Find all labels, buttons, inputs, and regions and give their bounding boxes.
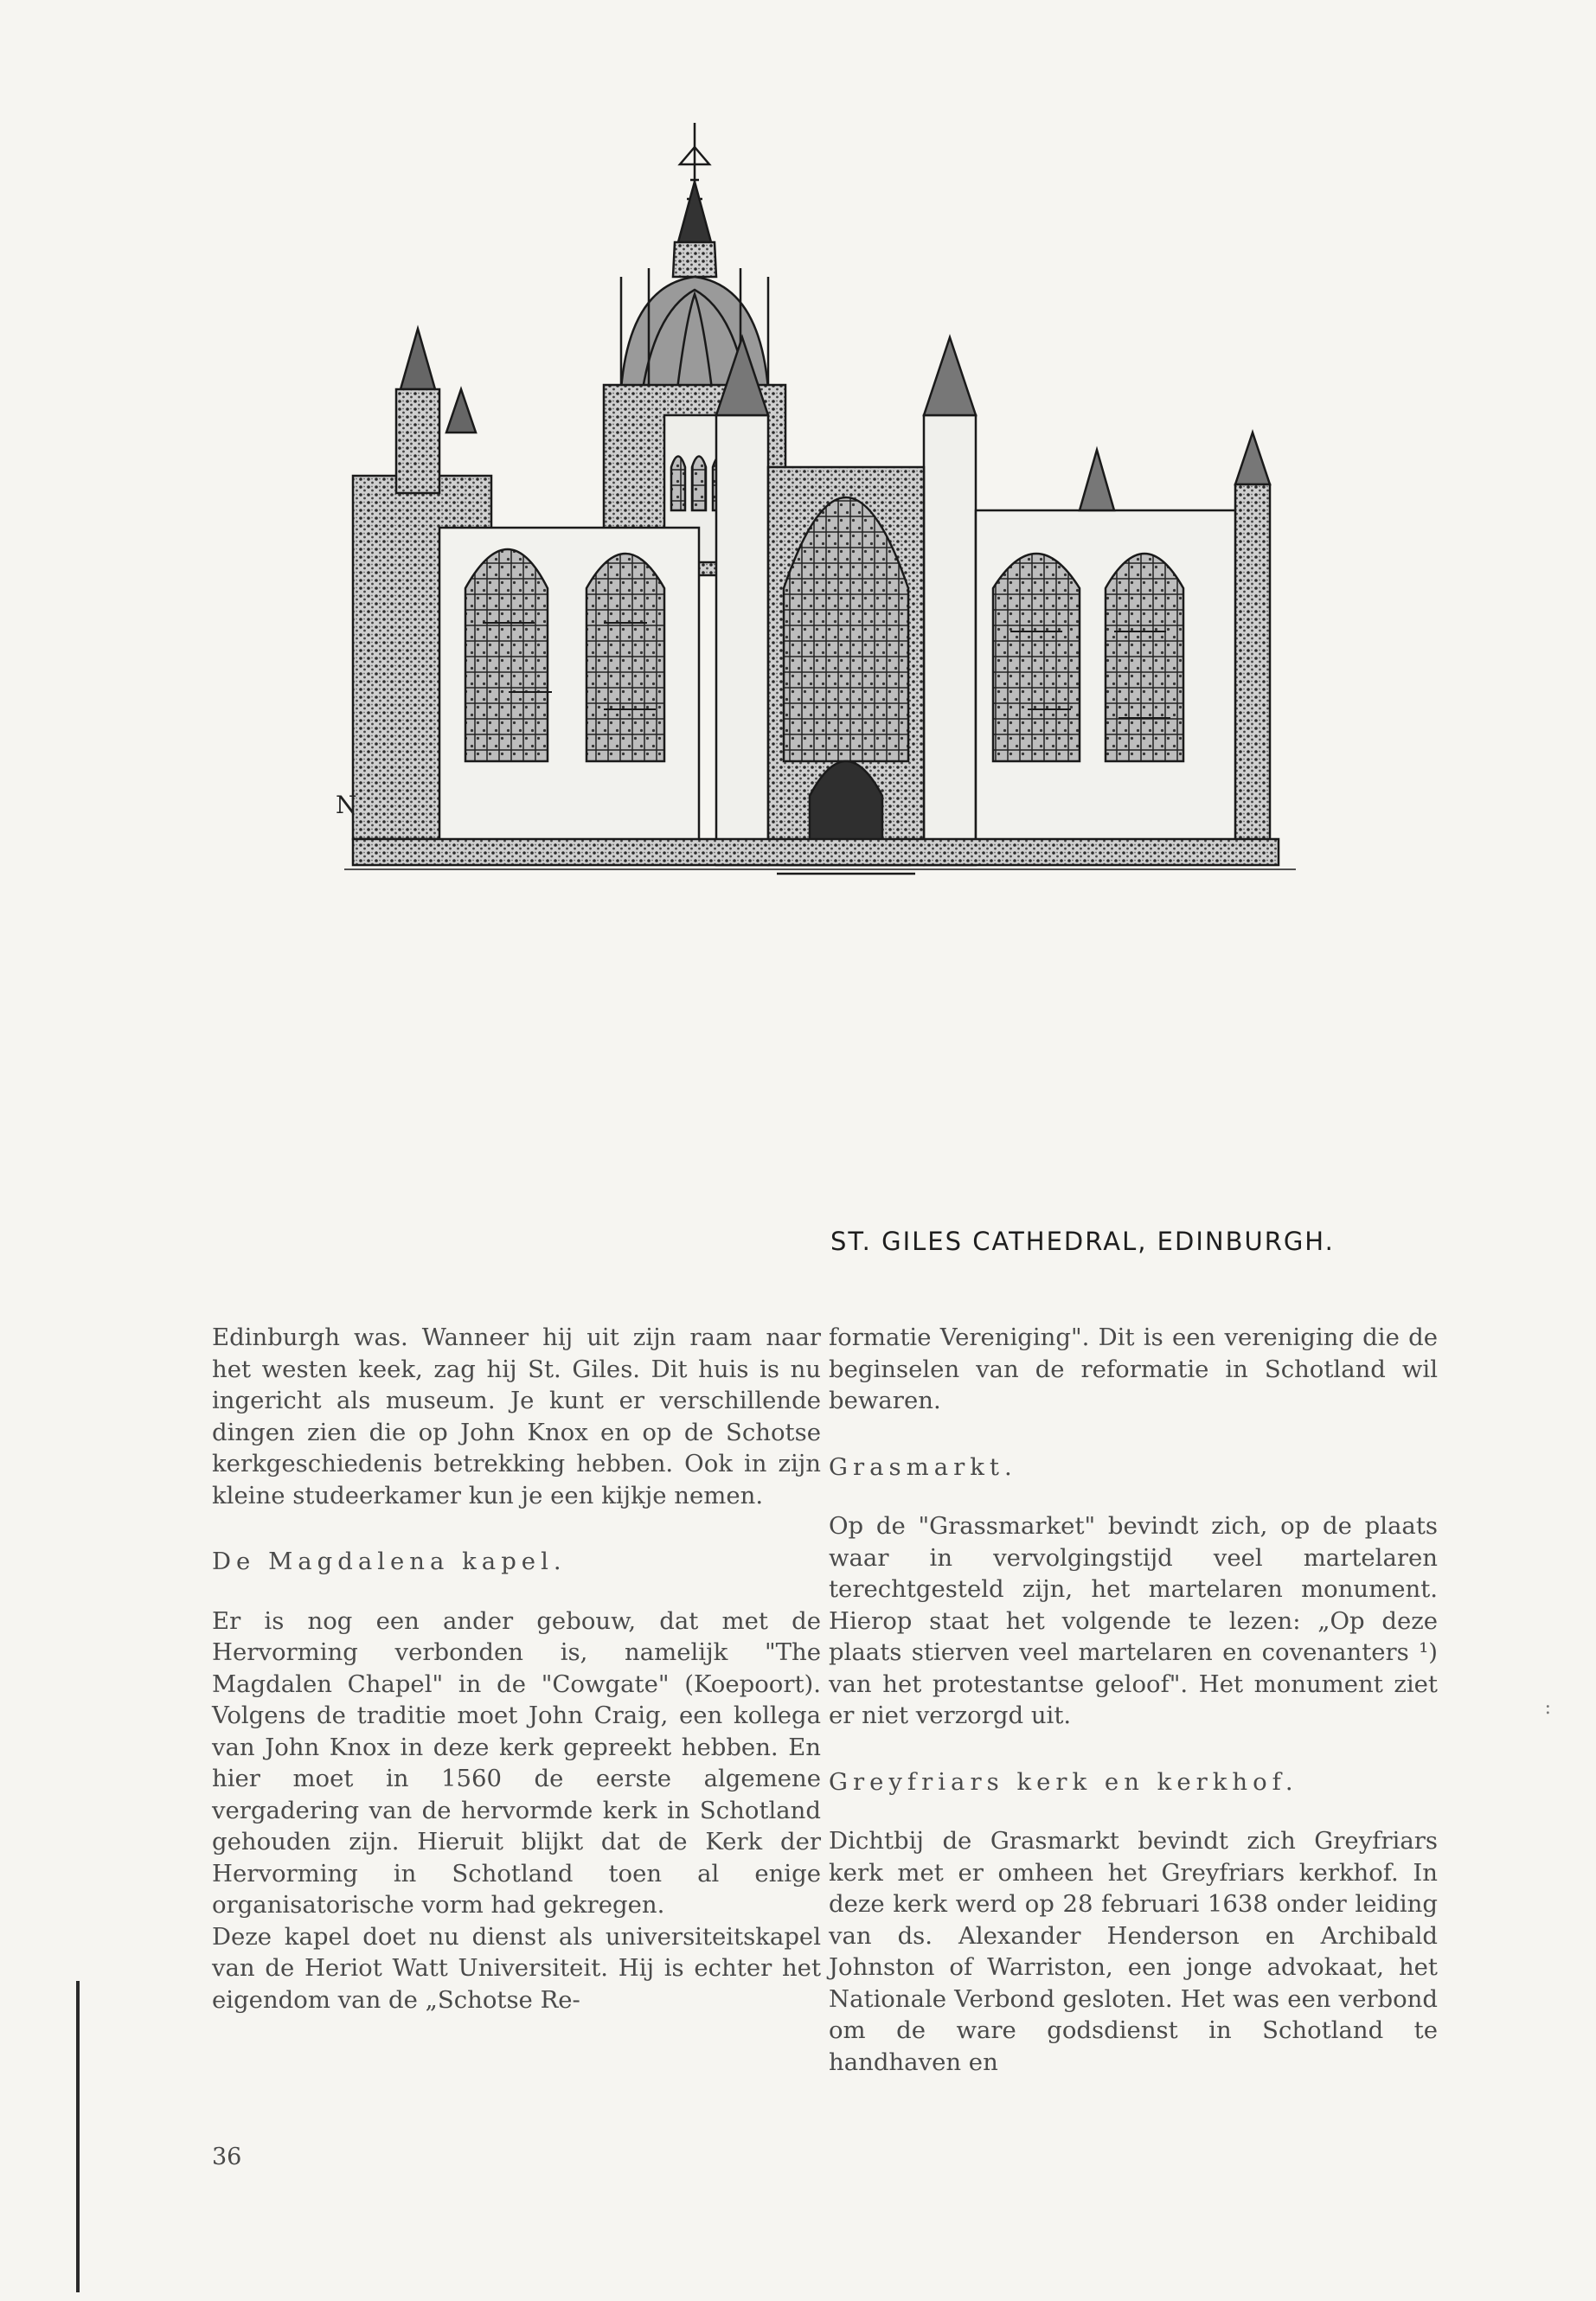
page-number: 36 xyxy=(212,2144,242,2170)
artist-mark: N xyxy=(336,791,357,819)
right-column xyxy=(829,1322,1438,2078)
paragraph: Er is nog een ander gebouw, dat met de Hervorming verbonden is, namelijk "The Magdalen Chapel" in de "Cowgate" (Koepoort). Volgens de traditie moet John Craig, een kollega van John Knox in deze kerk gepreekt hebben. En hier moet in 1560 de eerste algemene vergadering van de hervormde kerk in Schotland gehouden zijn. Hieruit blijkt dat de Kerk der Hervorming in Schotland toen al enige organisatorische vorm had gekregen. xyxy=(212,1606,821,1919)
section-heading: Greyfriars kerk en kerkhof. xyxy=(829,1767,1298,1796)
section-heading: De Magdalena kapel. xyxy=(212,1548,567,1575)
paragraph: Op de "Grassmarket" bevindt zich, op de plaats waar in vervolgingstijd veel martelaren terechtgesteld zijn, het martelaren monument. Hierop staat het volgende te lezen: „Op deze plaats stierven veel martelaren en covenanters ¹) van het protestantse geloof". Het monument ziet er niet verzorgd uit. xyxy=(829,1512,1438,1729)
section-heading: Grasmarkt. xyxy=(829,1452,1017,1481)
left-column xyxy=(212,1322,821,2016)
binding-edge xyxy=(76,1981,80,2292)
paragraph: formatie Vereniging". Dit is een vereniging die de beginselen van de reformatie in Schotland wil bewaren. xyxy=(829,1324,1438,1414)
cathedral-drawing-icon xyxy=(336,104,1356,1211)
paragraph: Dichtbij de Grasmarkt bevindt zich Greyfriars kerk met er omheen het Greyfriars kerkhof. In deze kerk werd op 28 februari 1638 onder leiding van ds. Alexander Henderson en Archibald Johnston of Warriston, een jonge advokaat, het Nationale Verbond gesloten. Het was een verbond om de ware godsdienst in Schotland te handhaven en xyxy=(829,1827,1438,2076)
margin-mark: : xyxy=(1544,1697,1551,1719)
figure-caption: ST. GILES CATHEDRAL, EDINBURGH. xyxy=(830,1227,1335,1256)
paragraph: Deze kapel doet nu dienst als universiteitskapel van de Heriot Watt Universiteit. Hij is echter het eigendom van de „Schotse Re- xyxy=(212,1922,821,2014)
paragraph: Edinburgh was. Wanneer hij uit zijn raam naar het westen keek, zag hij St. Giles. Dit huis is nu ingericht als museum. Je kunt er verschillende dingen zien die op John Knox en op de Schotse kerkgeschiedenis betrekking hebben. Ook in zijn kleine studeerkamer kun je een kijkje nemen. xyxy=(212,1324,821,1509)
